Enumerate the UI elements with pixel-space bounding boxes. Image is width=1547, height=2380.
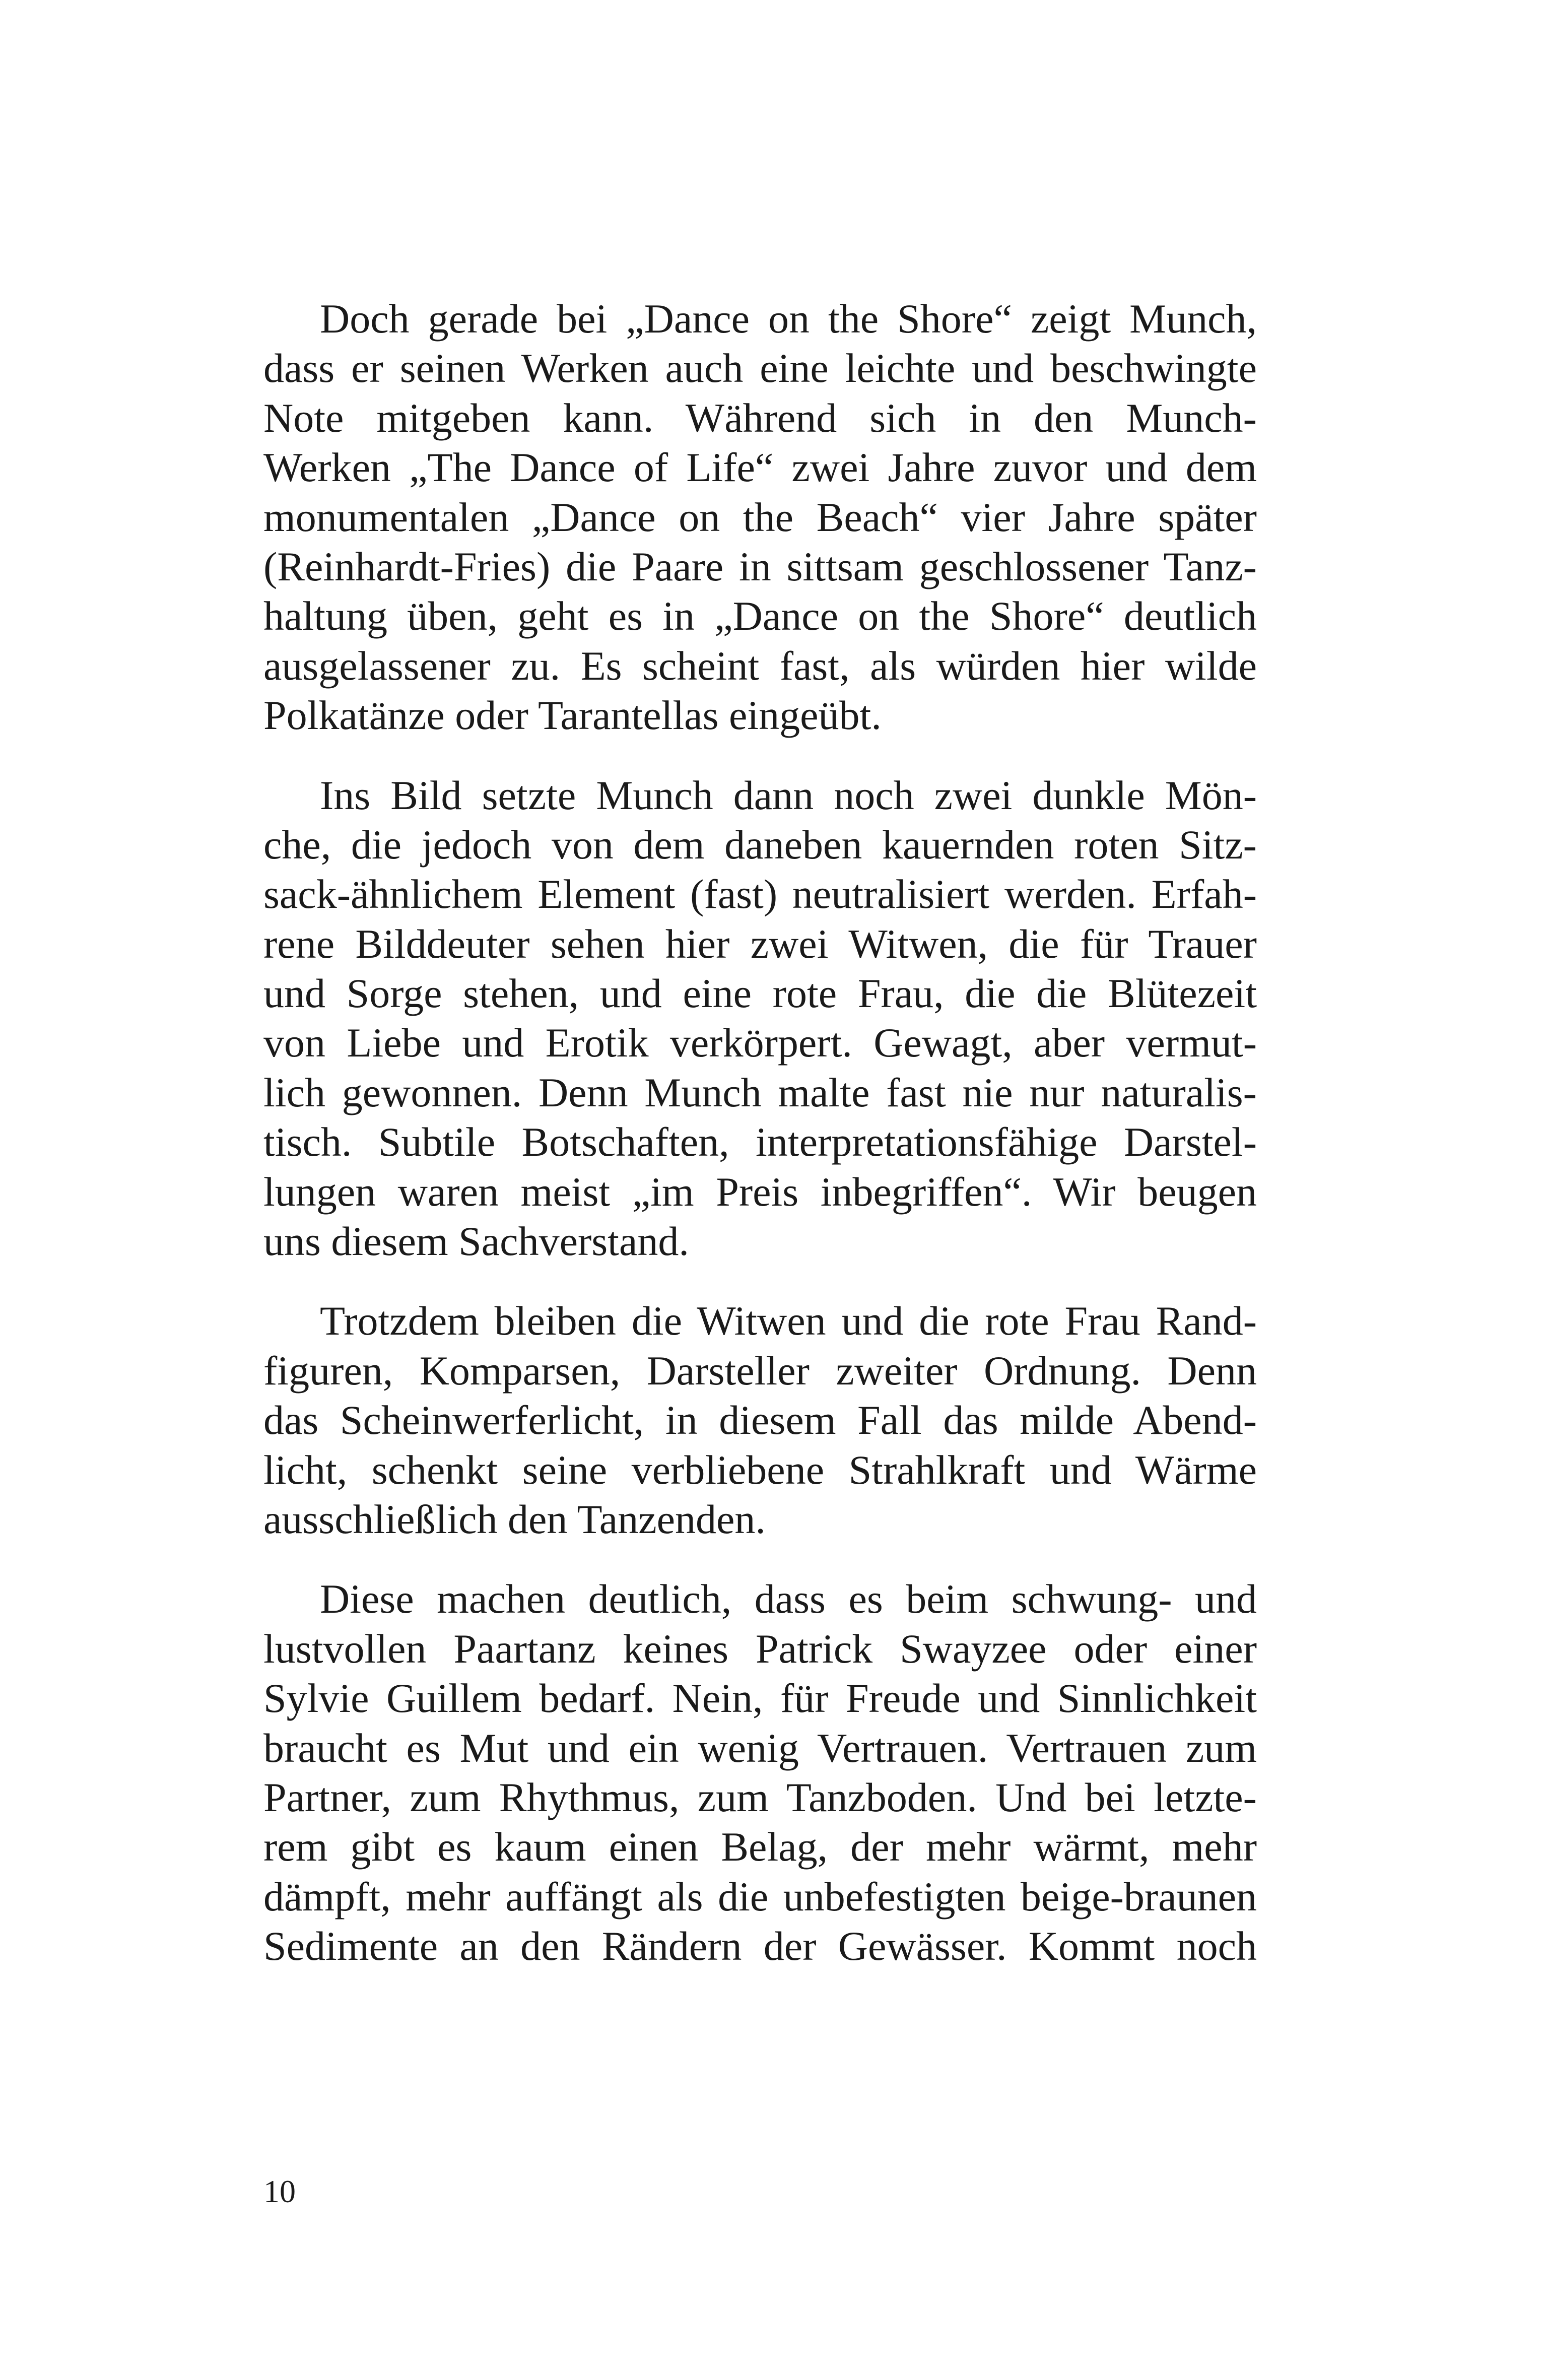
text-line: ausschließlich den Tanzenden.: [263, 1496, 766, 1542]
text-line: Doch gerade bei „Dance on the Shore“ zeigt Munch,: [320, 296, 1257, 342]
text-line: von Liebe und Erotik verkörpert. Gewagt, aber vermut-: [263, 1020, 1257, 1066]
text-line: Note mitgeben kann. Während sich in den Munch-: [263, 394, 1257, 441]
paragraph-1: [263, 294, 1257, 741]
page-number: 10: [263, 2173, 296, 2209]
paragraph-3: [263, 1296, 1257, 1544]
text-line: Sedimente an den Rändern der Gewässer. Kommt noch: [263, 1923, 1257, 1969]
text-line: Ins Bild setzte Munch dann noch zwei dunkle Mön-: [320, 772, 1257, 818]
text-line: ausgelassener zu. Es scheint fast, als würden hier wilde: [263, 642, 1257, 689]
text-line: dämpft, mehr auffängt als die unbefestigten beige-braunen: [263, 1873, 1257, 1920]
body-text: [263, 294, 1257, 2002]
text-line: Polkatänze oder Tarantellas eingeübt.: [263, 692, 882, 739]
paragraph-4: [263, 1574, 1257, 1971]
text-line: uns diesem Sachverstand.: [263, 1218, 689, 1265]
text-line: figuren, Komparsen, Darsteller zweiter Ordnung. Denn: [263, 1347, 1257, 1394]
text-line: lustvollen Paartanz keines Patrick Swayzee oder einer: [263, 1625, 1257, 1672]
text-line: monumentalen „Dance on the Beach“ vier Jahre später: [263, 494, 1257, 540]
text-line: tisch. Subtile Botschaften, interpretationsfähige Darstel-: [263, 1119, 1257, 1165]
text-line: (Reinhardt-Fries) die Paare in sittsam geschlossener Tanz-: [263, 543, 1257, 589]
text-line: braucht es Mut und ein wenig Vertrauen. Vertrauen zum: [263, 1725, 1257, 1771]
text-line: Diese machen deutlich, dass es beim schwung- und: [320, 1576, 1257, 1622]
text-line: rem gibt es kaum einen Belag, der mehr wärmt, mehr: [263, 1824, 1257, 1870]
text-line: licht, schenkt seine verbliebene Strahlkraft und Wärme: [263, 1446, 1257, 1493]
text-line: Partner, zum Rhythmus, zum Tanzboden. Und bei letzte-: [263, 1774, 1257, 1820]
text-line: lungen waren meist „im Preis inbegriffen“. Wir beugen: [263, 1168, 1257, 1215]
text-line: haltung üben, geht es in „Dance on the Shore“ deutlich: [263, 593, 1257, 639]
text-line: sack-ähnlichem Element (fast) neutralisiert werden. Erfah-: [263, 871, 1257, 917]
text-line: Trotzdem bleiben die Witwen und die rote Frau Rand-: [320, 1298, 1257, 1344]
text-line: Sylvie Guillem bedarf. Nein, für Freude und Sinnlichkeit: [263, 1675, 1257, 1722]
text-line: che, die jedoch von dem daneben kauernden roten Sitz-: [263, 821, 1257, 868]
text-line: dass er seinen Werken auch eine leichte und beschwingte: [263, 345, 1257, 391]
text-line: das Scheinwerferlicht, in diesem Fall das milde Abend-: [263, 1397, 1257, 1443]
text-line: rene Bilddeuter sehen hier zwei Witwen, die für Trauer: [263, 920, 1257, 967]
text-line: Werken „The Dance of Life“ zwei Jahre zuvor und dem: [263, 444, 1257, 491]
text-line: und Sorge stehen, und eine rote Frau, die die Blütezeit: [263, 970, 1257, 1017]
text-line: lich gewonnen. Denn Munch malte fast nie nur naturalis-: [263, 1069, 1257, 1115]
paragraph-2: [263, 771, 1257, 1267]
